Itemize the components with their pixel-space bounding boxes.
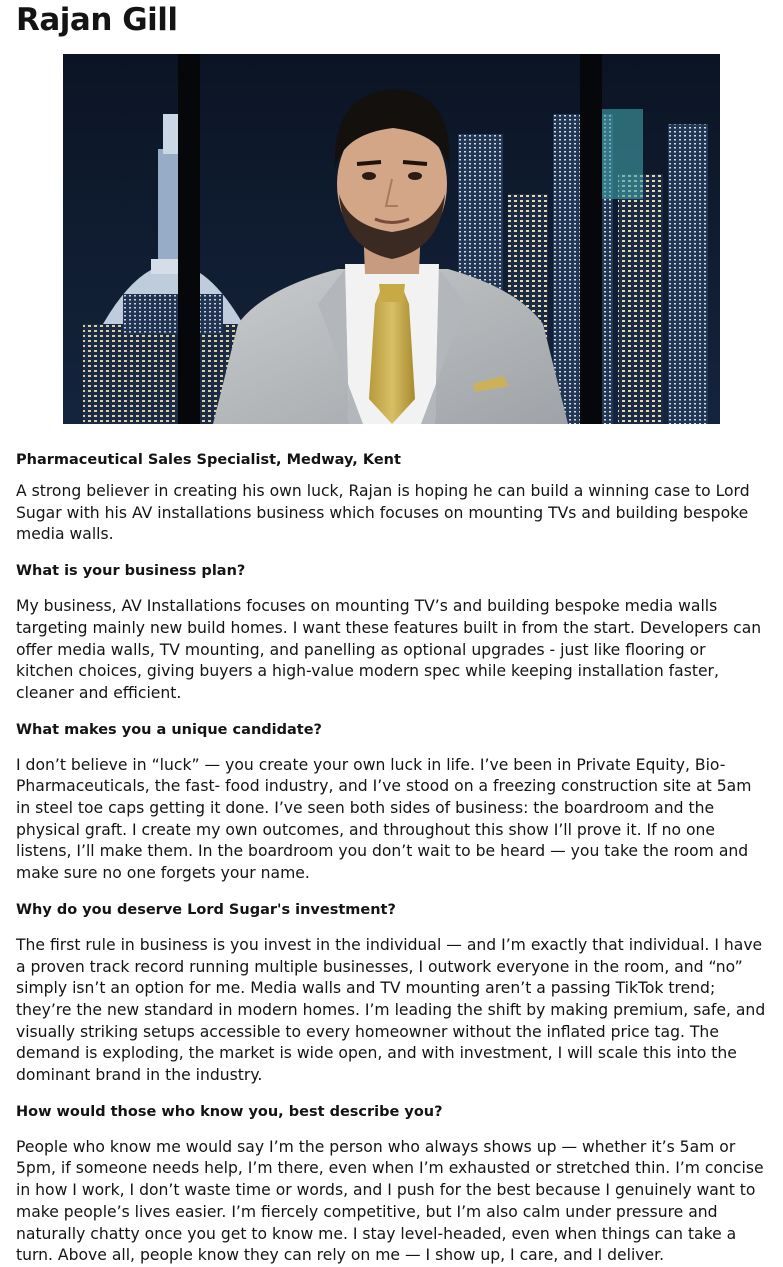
question-heading: How would those who know you, best describe you? <box>16 1103 443 1120</box>
page-title: Rajan Gill <box>16 2 178 38</box>
question-heading: What makes you a unique candidate? <box>16 721 322 738</box>
intro-paragraph: A strong believer in creating his own luck, Rajan is hoping he can build a winning case to Lord Sugar with his AV installations business which focuses on mounting TVs and building bespoke media walls. <box>16 482 750 544</box>
answer-paragraph: People who know me would say I’m the person who always shows up — whether it’s 5am or 5pm, if someone needs help, I’m there, even when I’m exhausted or stretched thin. I’m concise in how I work, I don’t waste time or words, and I push for the best because I genuinely want to make people’s lives easier. I’m fiercely competitive, but I’m also calm under pressure and naturally chatty once you get to know me. I stay level-headed, even when things can take a turn. Above all, people know they can rely on me — I show up, I care, and I deliver. <box>16 1137 764 1265</box>
hero-image <box>63 54 720 424</box>
question-heading: Why do you deserve Lord Sugar's investment? <box>16 901 396 918</box>
question-heading: What is your business plan? <box>16 563 246 580</box>
candidate-role: Pharmaceutical Sales Specialist, Medway, Kent <box>16 452 401 468</box>
answer-paragraph: I don’t believe in “luck” — you create your own luck in life. I’ve been in Private Equity, Bio-Pharmaceuticals, the fast- food industry, and I’ve stood on a freezing construction site at 5am in steel toe caps getting it done. I’ve seen both sides of business: the boardroom and the physical graft. I create my own outcomes, and throughout this show I’ll prove it. If no one listens, I’ll make them. In the boardroom you don’t wait to be heard — you take the room and make sure no one forgets your name. <box>16 755 752 883</box>
answer-paragraph: My business, AV Installations focuses on mounting TV’s and building bespoke media walls targeting mainly new build homes. I want these features built in from the start. Developers can offer media walls, TV mounting, and panelling as optional upgrades - just like flooring or kitchen choices, giving buyers a high-value modern spec while keeping installation faster, cleaner and efficient. <box>16 597 762 702</box>
answer-paragraph: The first rule in business is you invest in the individual — and I’m exactly that individual. I have a proven track record running multiple businesses, I outwork everyone in the room, and “no” simply isn’t an option for me. Media walls and TV mounting aren’t a passing TikTok trend; they’re the new standard in modern homes. I’m leading the shift by making premium, safe, and visually striking setups accessible to every homeowner without the inflated price tag. The demand is exploding, the market is wide open, and with investment, I will scale this into the dominant brand in the industry. <box>16 935 766 1085</box>
